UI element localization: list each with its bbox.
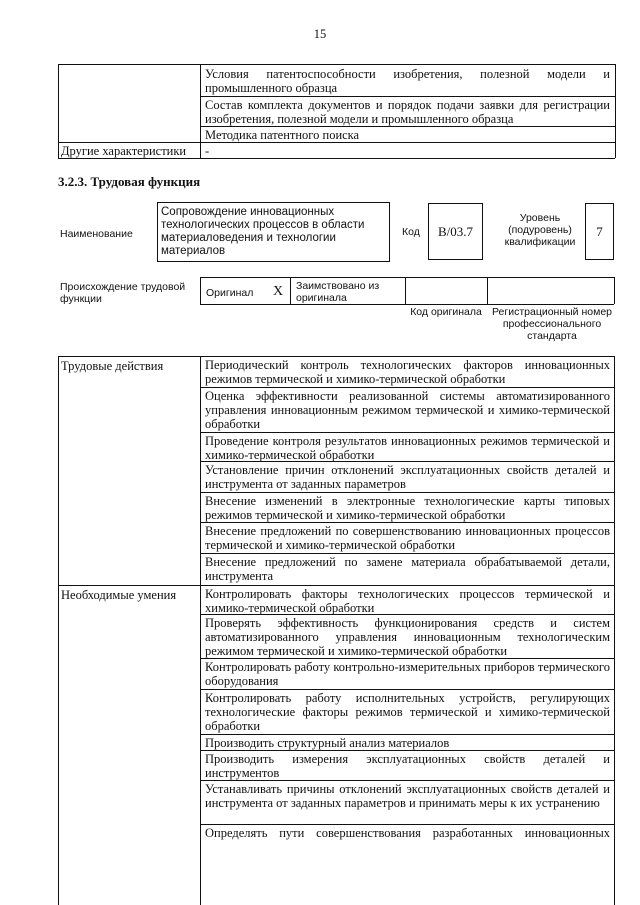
top-table-cell: Состав комплекта документов и порядок подачи заявки для регистрации изобретения, полезной модели и промышленного образца	[205, 98, 610, 126]
table-row: Внесение предложений по замене материала обрабатываемой детали, инструмента	[205, 555, 610, 583]
table-row: Контролировать факторы технологических процессов термической и химико-термической обработки	[205, 587, 610, 615]
table-row: Периодический контроль технологических факторов инновационных режимов термической и химико-термической обработки	[205, 358, 610, 386]
table-row: Установление причин отклонений эксплуатационных свойств деталей и инструмента от заданных параметров	[205, 463, 610, 491]
table-row: Устанавливать причины отклонений эксплуатационных свойств деталей и инструмента от заданных параметров и принимать меры к их устранению	[205, 782, 610, 810]
origin-label: Происхождение трудовой функции	[60, 281, 186, 305]
top-table-cell: -	[205, 144, 210, 158]
level-value: 7	[596, 224, 603, 239]
table-row: Внесение предложений по совершенствованию инновационных процессов термической и химико-термической обработки	[205, 524, 610, 552]
table-row: Внесение изменений в электронные технологические карты типовых режимов термической и химико-термической обработки	[205, 494, 610, 522]
table-row: Оценка эффективности реализованной системы автоматизированного управления инновационным режимом термической и химико-термической обработки	[205, 389, 610, 431]
code-value: B/03.7	[437, 224, 474, 239]
code-original-caption: Код оригинала	[410, 306, 482, 318]
table-row: Определять пути совершенствования разработанных инновационных	[205, 826, 610, 840]
top-table-cell: Методика патентного поиска	[205, 128, 360, 142]
page-number: 15	[313, 27, 327, 41]
name-label: Наименование	[60, 228, 133, 240]
table-row: Производить структурный анализ материалов	[205, 736, 450, 750]
group-label-required-skills: Необходимые умения	[61, 588, 177, 602]
table-row: Производить измерения эксплуатационных свойств деталей и инструментов	[205, 752, 610, 780]
group-label-labor-actions: Трудовые действия	[61, 359, 164, 373]
reg-number-caption: Регистрационный номер профессионального стандарта	[492, 306, 612, 342]
level-label: Уровень (подуровень) квалификации	[504, 212, 576, 248]
top-table-label: Другие характеристики	[61, 144, 187, 158]
table-row: Проверять эффективность функционирования средств и систем автоматизированного управления инновационным технологическим режимом термической и химико-термической обработки	[205, 616, 610, 658]
top-table-cell: Условия патентоспособности изобретения, полезной модели и промышленного образца	[205, 67, 610, 95]
borrowed-label: Заимствовано из оригинала	[296, 280, 380, 304]
table-row: Проведение контроля результатов инновационных режимов термической и химико-термической обработки	[205, 434, 610, 462]
code-label: Код	[402, 226, 420, 238]
table-row: Контролировать работу исполнительных устройств, регулирующих технологические факторы режимов термической и химико-термической обработки	[205, 691, 610, 733]
original-label: Оригинал	[206, 287, 254, 299]
section-heading: 3.2.3. Трудовая функция	[58, 174, 201, 189]
table-row: Контролировать работу контрольно-измерительных приборов термического оборудования	[205, 660, 610, 688]
name-value: Сопровождение инновационных технологических процессов в области материаловедения и технологии материалов	[161, 206, 365, 257]
original-mark: X	[273, 284, 284, 299]
